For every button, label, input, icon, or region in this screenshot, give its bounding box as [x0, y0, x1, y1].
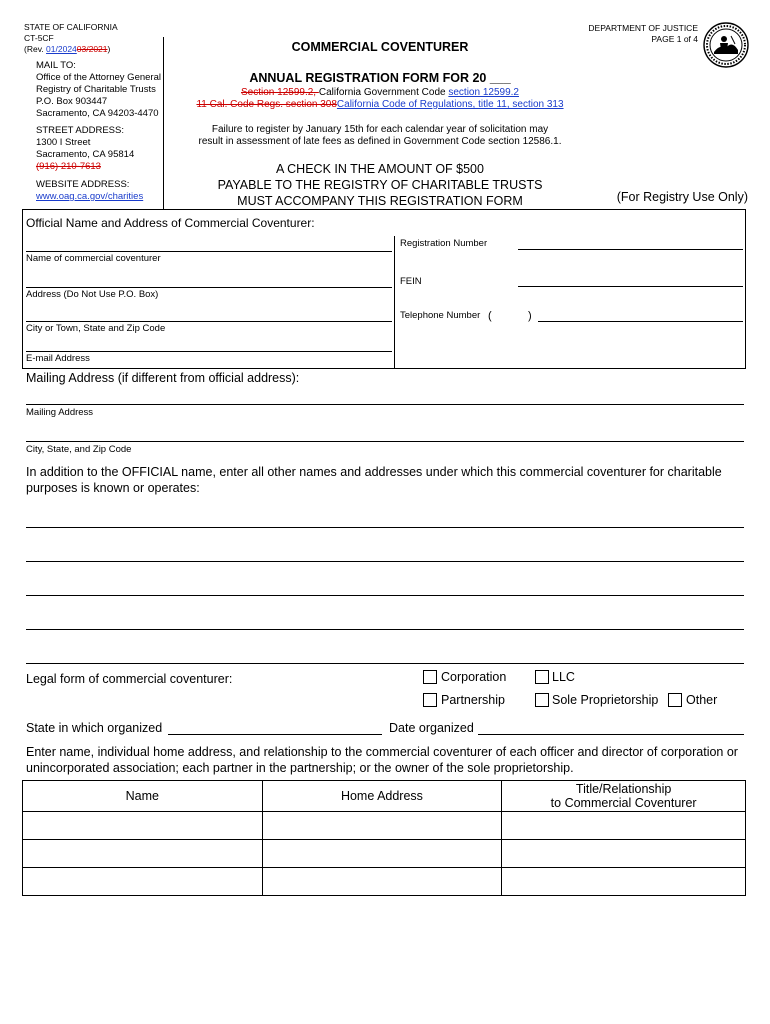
check-line-2: PAYABLE TO THE REGISTRY OF CHARITABLE TRUSTS — [217, 178, 543, 192]
mailing-address-label: Mailing Address — [26, 407, 94, 418]
mail-to-line: P.O. Box 903447 — [36, 96, 108, 107]
citation-line-1 — [170, 87, 590, 99]
mailing-address-field[interactable] — [26, 404, 744, 405]
col-title-line-1: Title/Relationship — [575, 782, 672, 796]
mail-to-label: MAIL TO: — [36, 60, 76, 71]
table-row — [23, 812, 746, 840]
citation-link-2[interactable]: California Code of Regulations, title 11, section 313 — [336, 99, 564, 110]
other-checkbox[interactable] — [668, 693, 682, 707]
website-label: WEBSITE ADDRESS: — [36, 179, 130, 190]
address-label: Address (Do Not Use P.O. Box) — [26, 289, 159, 300]
other-names-line[interactable] — [26, 595, 744, 596]
mail-to-line: Registry of Charitable Trusts — [36, 84, 156, 95]
other-names-line[interactable] — [26, 629, 744, 630]
officer-title-cell[interactable] — [502, 812, 746, 840]
form-title: COMMERCIAL COVENTURER — [291, 40, 469, 54]
officer-title-cell[interactable] — [502, 840, 746, 868]
rev-prefix: (Rev. — [24, 44, 47, 54]
official-heading: Official Name and Address of Commercial Coventurer: — [26, 216, 315, 230]
state-seal-icon — [703, 22, 749, 68]
name-label: Name of commercial coventurer — [26, 253, 161, 264]
table-row — [23, 868, 746, 896]
registry-use-label: (For Registry Use Only) — [616, 190, 748, 204]
name-field[interactable] — [26, 251, 392, 252]
street-line: Sacramento, CA 95814 — [36, 149, 135, 160]
email-label: E-mail Address — [26, 353, 90, 364]
state-organized-label: State in which organized — [26, 721, 163, 735]
mailing-city-label: City, State, and Zip Code — [26, 444, 132, 455]
date-organized-field[interactable] — [478, 734, 744, 735]
corporation-checkbox[interactable] — [423, 670, 437, 684]
revision-line — [24, 44, 110, 55]
state-label: STATE OF CALIFORNIA — [24, 22, 118, 32]
website-block — [36, 179, 166, 203]
date-organized-label: Date organized — [389, 721, 474, 735]
sole-proprietorship-label: Sole Proprietorship — [552, 693, 659, 707]
col-title-line-2: to Commercial Coventurer — [550, 796, 697, 810]
sole-proprietorship-checkbox[interactable] — [535, 693, 549, 707]
mail-to-block — [36, 60, 166, 120]
street-phone-struck: (916) 210-7613 — [36, 161, 101, 172]
telephone-label: Telephone Number — [400, 310, 481, 321]
mail-to-line: Sacramento, CA 94203-4470 — [36, 108, 159, 119]
officer-name-cell[interactable] — [23, 812, 263, 840]
citation-struck-1: Section 12599.2, — [241, 87, 319, 98]
city-label: City or Town, State and Zip Code — [26, 323, 166, 334]
officer-name-cell[interactable] — [23, 840, 263, 868]
officer-title-cell[interactable] — [502, 868, 746, 896]
rev-old: 03/2021 — [76, 44, 108, 54]
other-names-line[interactable] — [26, 527, 744, 528]
left-column-divider — [163, 37, 164, 209]
form-subtitle: ANNUAL REGISTRATION FORM FOR 20 ___ — [249, 71, 511, 85]
email-field[interactable] — [26, 351, 392, 352]
legal-form-label: Legal form of commercial coventurer: — [26, 672, 233, 686]
mail-to-line: Office of the Attorney General — [36, 72, 161, 83]
citation-link-1[interactable]: section 12599.2 — [448, 87, 519, 98]
llc-label: LLC — [552, 670, 575, 684]
corporation-label: Corporation — [441, 670, 507, 684]
col-name-header: Name — [23, 781, 263, 812]
citation-line-2 — [170, 99, 590, 111]
col-title-header — [502, 781, 746, 812]
other-label: Other — [686, 693, 718, 707]
officers-instructions: Enter name, individual home address, and relationship to the commercial coventurer of each officer and director of corporation or unincorporated association; each partner in the partnership; or the owner of the sole proprietorship. — [26, 745, 738, 775]
failure-notice-2: result in assessment of late fees as defined in Government Code section 12586.1. — [198, 136, 562, 147]
check-notice — [170, 161, 590, 209]
officers-table — [22, 780, 746, 896]
other-names-line[interactable] — [26, 663, 744, 664]
col-address-header: Home Address — [262, 781, 502, 812]
officer-address-cell[interactable] — [262, 840, 502, 868]
rev-suffix: ) — [107, 44, 111, 54]
check-line-3: MUST ACCOMPANY THIS REGISTRATION FORM — [237, 194, 523, 208]
street-label: STREET ADDRESS: — [36, 125, 124, 136]
area-code-close: ) — [528, 310, 532, 322]
street-block — [36, 125, 166, 173]
fein-field[interactable] — [518, 286, 743, 287]
llc-checkbox[interactable] — [535, 670, 549, 684]
department-label: DEPARTMENT OF JUSTICE — [588, 23, 698, 33]
page-number: PAGE 1 of 4 — [651, 34, 698, 44]
registration-number-label: Registration Number — [400, 238, 488, 249]
partnership-checkbox[interactable] — [423, 693, 437, 707]
address-field[interactable] — [26, 287, 392, 288]
other-names-text: In addition to the OFFICIAL name, enter all other names and addresses under which this commercial coventurer for charitable purposes is known or operates: — [26, 465, 722, 495]
check-line-1: A CHECK IN THE AMOUNT OF $500 — [276, 162, 484, 176]
rev-new: 01/2024 — [46, 44, 77, 54]
officer-address-cell[interactable] — [262, 868, 502, 896]
citation-struck-2: 11 Cal. Code Regs. section 308 — [196, 99, 337, 110]
officer-address-cell[interactable] — [262, 812, 502, 840]
officer-name-cell[interactable] — [23, 868, 263, 896]
official-box-divider — [394, 236, 395, 369]
officers-header-row — [23, 781, 746, 812]
city-field[interactable] — [26, 321, 392, 322]
citation-text-1: California Government Code — [318, 87, 449, 98]
telephone-field[interactable] — [538, 321, 743, 322]
failure-notice-1: Failure to register by January 15th for each calendar year of solicitation may — [211, 124, 549, 135]
mailing-city-field[interactable] — [26, 441, 744, 442]
form-id: CT-5CF — [24, 33, 54, 43]
state-organized-field[interactable] — [168, 734, 382, 735]
mailing-heading: Mailing Address (if different from official address): — [26, 371, 300, 385]
website-link[interactable]: www.oag.ca.gov/charities — [36, 191, 144, 202]
table-row — [23, 840, 746, 868]
fein-label: FEIN — [400, 276, 422, 287]
registration-number-field[interactable] — [518, 249, 743, 250]
other-names-line[interactable] — [26, 561, 744, 562]
area-code-open: ( — [488, 310, 492, 322]
street-line: 1300 I Street — [36, 137, 91, 148]
partnership-label: Partnership — [441, 693, 505, 707]
